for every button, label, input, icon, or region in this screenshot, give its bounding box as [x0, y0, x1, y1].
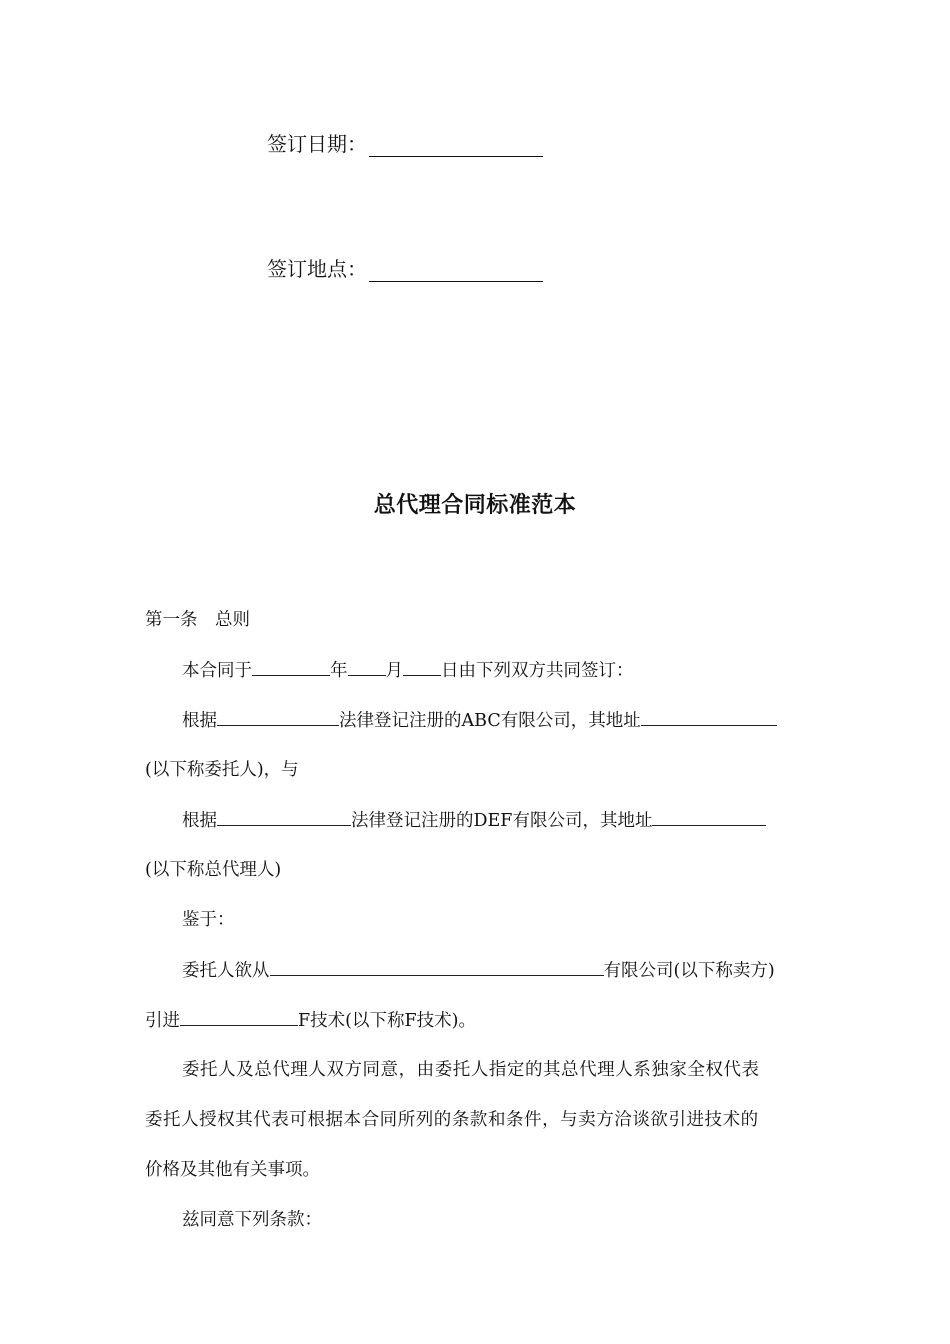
- sign-place-label: 签订地点：: [267, 257, 367, 281]
- paragraph-agreement-line1: 委托人及总代理人双方同意，由委托人指定的其总代理人系独家全权代表: [182, 1060, 760, 1080]
- blank-principal-address: [641, 708, 777, 726]
- document-title: 总代理合同标准范本: [373, 492, 577, 518]
- sign-place-field: [267, 253, 543, 282]
- blank-principal-law: [217, 708, 339, 726]
- paragraph-agent-cont: (以下称总代理人): [145, 860, 282, 880]
- blank-technology: [180, 1008, 298, 1026]
- paragraph-principal-cont: (以下称委托人)，与: [145, 760, 299, 780]
- sign-date-label: 签订日期：: [267, 132, 367, 156]
- paragraph-whereas: 鉴于：: [182, 910, 235, 930]
- paragraph-agent: 根据 法律登记注册的DEF有限公司，其地址: [182, 808, 766, 833]
- paragraph-seller-cont: 引进 F技术(以下称F技术)。: [145, 1008, 476, 1033]
- paragraph-signing-date: 本合同于 年 月 日由下列双方共同签订：: [182, 658, 634, 683]
- sign-date-field: [267, 128, 543, 157]
- blank-month: [348, 658, 386, 676]
- blank-agent-law: [217, 808, 351, 826]
- paragraph-agreement-line2: 委托人授权其代表可根据本合同所列的条款和条件，与卖方洽谈欲引进技术的: [145, 1110, 759, 1130]
- paragraph-principal: 根据 法律登记注册的ABC有限公司，其地址: [182, 708, 777, 733]
- blank-year: [252, 658, 330, 676]
- paragraph-terms: 兹同意下列条款：: [182, 1210, 322, 1230]
- paragraph-seller: 委托人欲从 有限公司(以下称卖方): [182, 958, 775, 983]
- blank-seller-name: [270, 958, 604, 976]
- blank-agent-address: [652, 808, 766, 826]
- paragraph-agreement-line3: 价格及其他有关事项。: [145, 1160, 320, 1180]
- sign-date-blank: [369, 134, 543, 157]
- article-heading: 第一条 总则: [145, 610, 250, 630]
- sign-place-blank: [369, 259, 543, 282]
- blank-day: [403, 658, 441, 676]
